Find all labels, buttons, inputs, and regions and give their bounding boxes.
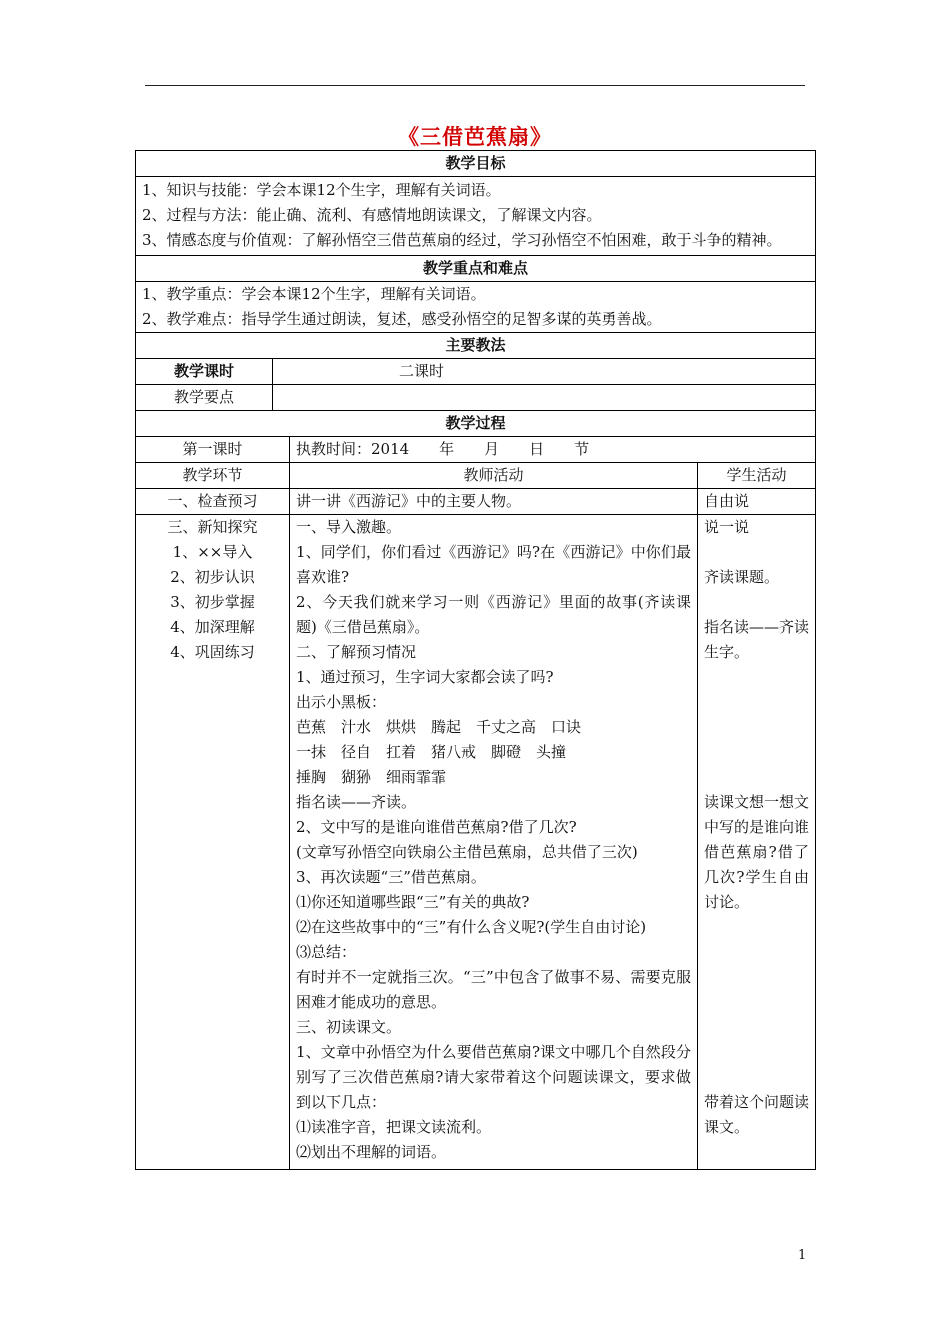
stage-item: 1、××导入	[172, 543, 253, 561]
points-label: 教学要点	[136, 385, 273, 411]
teacher-cell	[290, 515, 698, 1170]
key-point-item: 2、教学难点：指导学生通过朗读，复述，感受孙悟空的足智多谋的英勇善战。	[142, 310, 662, 328]
teacher-line: ⑴你还知道哪些跟“三”有关的典故?	[296, 893, 530, 911]
objective-item: 1、知识与技能：学会本课12个生字，理解有关词语。	[142, 181, 501, 199]
col-teacher-header: 教师活动	[290, 463, 698, 489]
teacher-line: 一抹 径自 扛着 猪八戒 脚磴 头撞	[296, 743, 567, 761]
teacher-line: 二、了解预习情况	[296, 643, 417, 661]
teacher-line: (文章写孙悟空向铁扇公主借邑蕉扇，总共借了三次)	[296, 843, 638, 861]
methods-header-row	[136, 333, 816, 359]
document-title: 《三借芭蕉扇》	[398, 124, 552, 149]
teacher-line: ⑴读准字音，把课文读流利。	[296, 1118, 492, 1136]
student-note: 说一说	[704, 518, 750, 536]
key-points-header: 教学重点和难点	[136, 256, 816, 282]
stage-cell: 一、检查预习	[136, 489, 290, 515]
period-row	[136, 359, 816, 385]
teacher-line: ⑶总结：	[296, 943, 357, 961]
teacher-line: 捶胸 猢狲 细雨霏霏	[296, 768, 447, 786]
exec-time: 执教时间：2014 年 月 日 节	[290, 437, 816, 463]
stage-item: 2、初步认识	[170, 568, 255, 586]
teacher-line: ⑵划出不理解的词语。	[296, 1143, 447, 1161]
process-header: 教学过程	[136, 411, 816, 437]
student-cell: 自由说	[698, 489, 816, 515]
teacher-line: 3、再次读题“三”借芭蕉扇。	[296, 868, 486, 886]
teacher-line: 有时并不一定就指三次。“三”中包含了做事不易、需要克服困难才能成功的意思。	[296, 968, 691, 1011]
teacher-line: 芭蕉 汁水 烘烘 腾起 千丈之高 口诀	[296, 718, 582, 736]
process-header-row	[136, 411, 816, 437]
teacher-cell: 讲一讲《西游记》中的主要人物。	[290, 489, 698, 515]
lesson-plan-table	[135, 150, 816, 1170]
teacher-line: 一、导入激趣。	[296, 518, 402, 536]
stage-title: 三、新知探究	[167, 518, 258, 536]
student-note: 齐读课题。	[704, 568, 780, 586]
page-number: 1	[798, 1248, 807, 1263]
stage-item: 4、加深理解	[170, 618, 255, 636]
objective-item: 2、过程与方法：能止确、流利、有感情地朗读课文，了解课文内容。	[142, 206, 602, 224]
col-stage-header: 教学环节	[136, 463, 290, 489]
stage-cell	[136, 515, 290, 1170]
key-points-row	[136, 282, 816, 333]
key-point-item: 1、教学重点：学会本课12个生字，理解有关词语。	[142, 285, 486, 303]
teacher-line: 2、今天我们就来学习一则《西游记》里面的故事(齐读课题)《三借邑蕉扇》。	[296, 593, 691, 636]
teacher-line: 2、文中写的是谁向谁借芭蕉扇?借了几次?	[296, 818, 577, 836]
student-note: 带着这个问题读课文。	[704, 1093, 810, 1136]
col-student-header: 学生活动	[698, 463, 816, 489]
methods-header: 主要教法	[136, 333, 816, 359]
process-row-new-knowledge	[136, 515, 816, 1170]
period-label: 教学课时	[136, 359, 273, 385]
teacher-line: 1、通过预习，生字词大家都会读了吗?	[296, 668, 554, 686]
teacher-line: ⑵在这些故事中的“三”有什么含义呢?(学生自由讨论)	[296, 918, 647, 936]
lesson-label: 第一课时	[136, 437, 290, 463]
key-points-header-row	[136, 256, 816, 282]
stage-item: 4、巩固练习	[170, 643, 255, 661]
lesson-row	[136, 437, 816, 463]
points-value	[273, 385, 816, 411]
teacher-line: 出示小黑板：	[296, 693, 387, 711]
objective-item: 3、情感态度与价值观：了解孙悟空三借芭蕉扇的经过，学习孙悟空不怕困难，敢于斗争的精神。	[142, 231, 782, 249]
objectives-header-row	[136, 151, 816, 177]
points-row	[136, 385, 816, 411]
objectives-header: 教学目标	[136, 151, 816, 177]
period-value: 二课时	[273, 359, 816, 385]
process-row-preview	[136, 489, 816, 515]
student-note: 指名读——齐读生字。	[704, 618, 810, 661]
teacher-line: 1、同学们，你们看过《西游记》吗?在《西游记》中你们最喜欢谁?	[296, 543, 691, 586]
student-cell	[698, 515, 816, 1170]
objectives-row	[136, 177, 816, 256]
column-header-row	[136, 463, 816, 489]
teacher-line: 指名读——齐读。	[296, 793, 417, 811]
header-rule	[145, 85, 805, 86]
teacher-line: 三、初读课文。	[296, 1018, 402, 1036]
stage-item: 3、初步掌握	[170, 593, 255, 611]
student-note: 读课文想一想文中写的是谁向谁借芭蕉扇?借了几次?学生自由讨论。	[704, 793, 810, 911]
teacher-line: 1、文章中孙悟空为什么要借芭蕉扇?课文中哪几个自然段分别写了三次借芭蕉扇?请大家带着这个问题读课文，要求做到以下几点：	[296, 1043, 691, 1111]
